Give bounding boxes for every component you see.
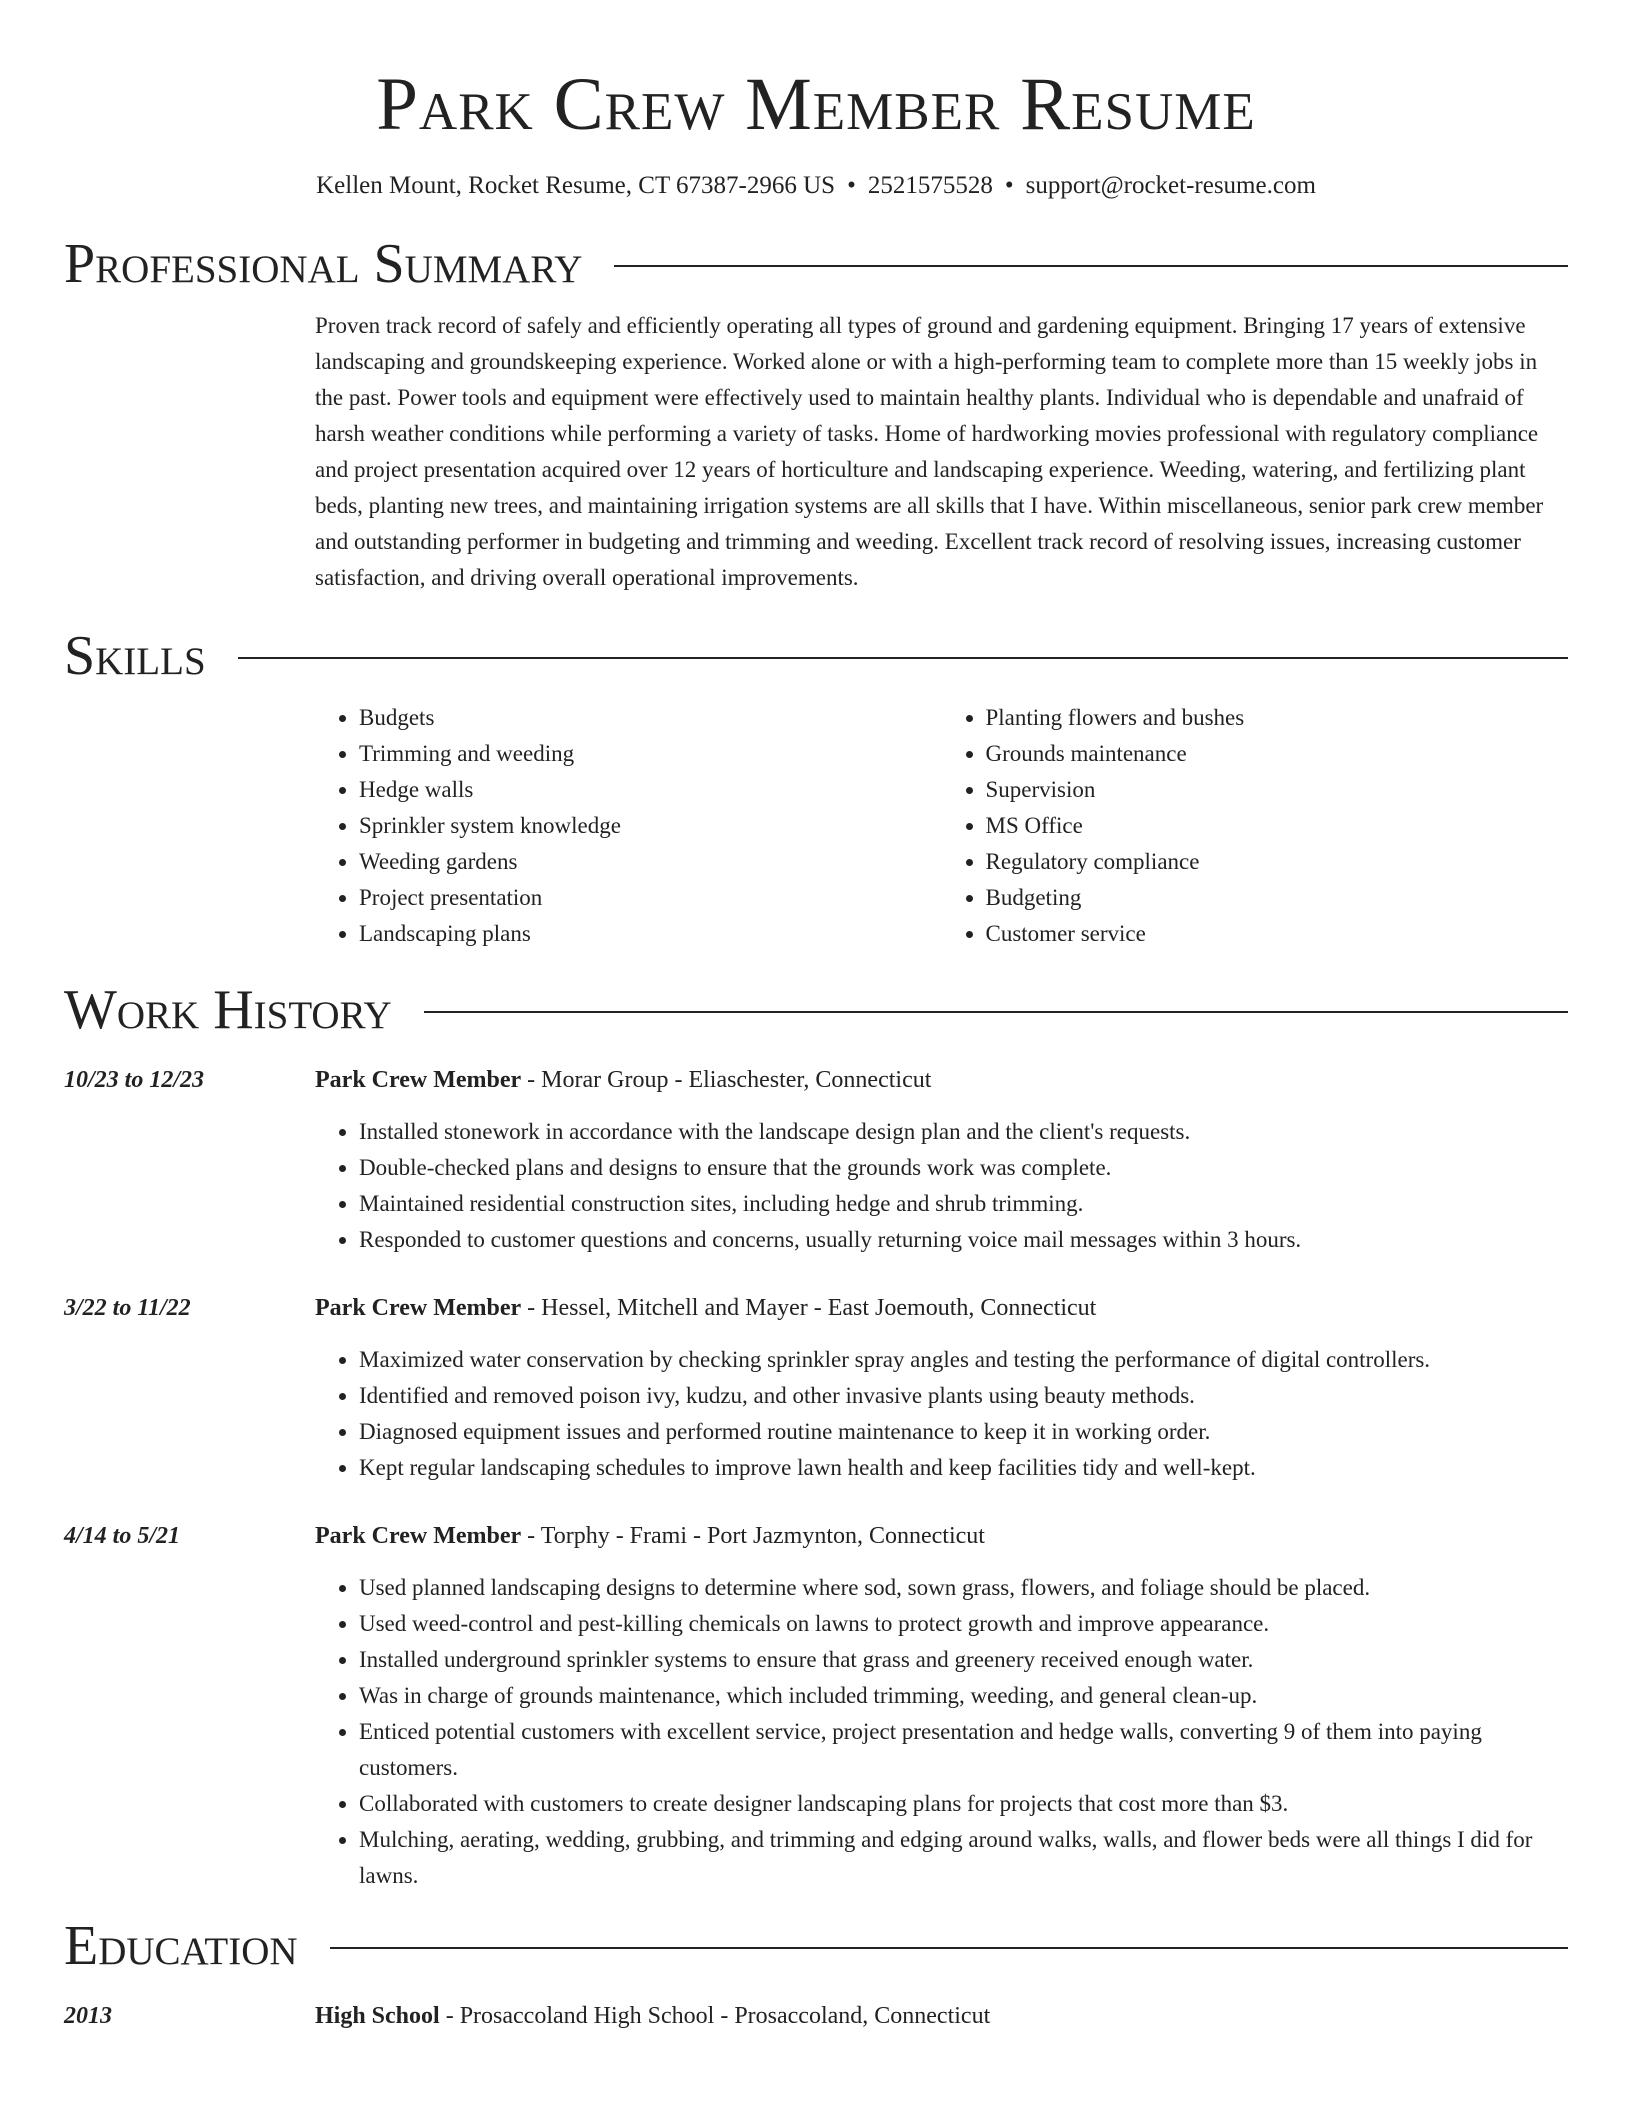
skill-item: • Trimming and weeding <box>359 736 942 772</box>
job-bullet: • Identified and removed poison ivy, kudzu, and other invasive plants using beauty methods. <box>359 1378 1568 1414</box>
job-entry <box>64 1518 1568 1894</box>
skills-column-right <box>942 700 1569 952</box>
job-title: Park Crew Member <box>315 1295 522 1321</box>
section-title: Skills <box>64 625 206 687</box>
job-dates: 3/22 to 11/22 <box>64 1295 191 1321</box>
job-detail <box>315 1518 1568 1894</box>
skills-column-left <box>315 700 942 952</box>
job-employer: - Torphy - Frami - Port Jazmynton, Connecticut <box>521 1523 985 1549</box>
job-bullets <box>315 1114 1568 1258</box>
contact-address: Kellen Mount, Rocket Resume, CT 67387-2966 US <box>316 172 836 199</box>
job-entry <box>64 1290 1568 1486</box>
job-bullet: • Double-checked plans and designs to ensure that the grounds work was complete. <box>359 1150 1568 1186</box>
job-bullet: • Kept regular landscaping schedules to improve lawn health and keep facilities tidy and well-kept. <box>359 1450 1568 1486</box>
job-bullet: • Used weed-control and pest-killing chemicals on lawns to protect growth and improve appearance. <box>359 1606 1568 1642</box>
skill-item: • Sprinkler system knowledge <box>359 808 942 844</box>
skill-item: • Project presentation <box>359 880 942 916</box>
job-bullet: • Was in charge of grounds maintenance, which included trimming, weeding, and general clean-up. <box>359 1678 1568 1714</box>
job-bullet: • Maintained residential construction sites, including hedge and shrub trimming. <box>359 1186 1568 1222</box>
job-bullet: • Used planned landscaping designs to determine where sod, sown grass, flowers, and foliage should be placed. <box>359 1570 1568 1606</box>
section-divider <box>614 265 1568 267</box>
education-degree: High School <box>315 2003 440 2029</box>
job-detail <box>315 1290 1568 1486</box>
skill-item: • Weeding gardens <box>359 844 942 880</box>
job-bullet: • Responded to customer questions and concerns, usually returning voice mail messages within 3 hours. <box>359 1222 1568 1258</box>
skill-item: • Customer service <box>986 916 1569 952</box>
section-skills-heading <box>64 624 1568 688</box>
skill-item: • Budgeting <box>986 880 1569 916</box>
page-title: Park Crew Member Resume <box>376 63 1256 146</box>
education-entry <box>64 1998 1568 2034</box>
section-title: Education <box>64 1915 298 1977</box>
skill-item: • Supervision <box>986 772 1569 808</box>
job-bullet: • Installed stonework in accordance with the landscape design plan and the client's requests. <box>359 1114 1568 1150</box>
contact-separator: • <box>847 172 856 199</box>
job-entry <box>64 1062 1568 1258</box>
section-summary-heading <box>64 232 1568 296</box>
job-bullet: • Mulching, aerating, wedding, grubbing, and trimming and edging around walks, walls, and flower beds were all things I did for lawns. <box>359 1822 1568 1894</box>
skills-list <box>315 700 1568 952</box>
job-bullet: • Installed underground sprinkler systems to ensure that grass and greenery received enough water. <box>359 1642 1568 1678</box>
education-title-line <box>315 1998 1568 2034</box>
section-divider <box>238 657 1568 659</box>
skill-item: • Landscaping plans <box>359 916 942 952</box>
job-title: Park Crew Member <box>315 1523 522 1549</box>
section-work-heading <box>64 978 1568 1042</box>
job-bullets <box>315 1570 1568 1894</box>
job-title-line <box>315 1290 1568 1326</box>
section-divider <box>424 1011 1568 1013</box>
skill-item: • Hedge walls <box>359 772 942 808</box>
job-bullet: • Diagnosed equipment issues and performed routine maintenance to keep it in working order. <box>359 1414 1568 1450</box>
contact-line <box>0 170 1632 202</box>
job-bullet: • Maximized water conservation by checking sprinkler spray angles and testing the performance of digital controllers. <box>359 1342 1568 1378</box>
job-detail <box>315 1062 1568 1258</box>
section-education-heading <box>64 1914 1568 1978</box>
skill-item: • MS Office <box>986 808 1569 844</box>
job-title: Park Crew Member <box>315 1067 522 1093</box>
skill-item: • Regulatory compliance <box>986 844 1569 880</box>
section-title: Professional Summary <box>64 233 583 295</box>
job-bullet: • Collaborated with customers to create designer landscaping plans for projects that cost more than $3. <box>359 1786 1568 1822</box>
education-dates: 2013 <box>64 2003 112 2029</box>
skill-item: • Grounds maintenance <box>986 736 1569 772</box>
skill-item: • Budgets <box>359 700 942 736</box>
job-bullet: • Enticed potential customers with excellent service, project presentation and hedge walls, converting 9 of them into paying customers. <box>359 1714 1568 1786</box>
job-dates: 4/14 to 5/21 <box>64 1523 181 1549</box>
section-title: Work History <box>64 979 392 1041</box>
education-school: - Prosaccoland High School - Prosaccoland, Connecticut <box>439 2003 991 2029</box>
summary-paragraph: Proven track record of safely and efficiently operating all types of ground and gardening equipment. Bringing 17 years of extensive landscaping and groundskeeping experience. Worked alone or with a high-performing team to complete more than 15 weekly jobs in the past. Power tools and equipment were effectively used to maintain healthy plants. Individual who is dependable and unafraid of harsh weather conditions while performing a variety of tasks. Home of hardworking movies professional with regulatory compliance and project presentation acquired over 12 years of horticulture and landscaping experience. Weeding, watering, and fertilizing plant beds, planting new trees, and maintaining irrigation systems are all skills that I have. Within miscellaneous, senior park crew member and outstanding performer in budgeting and trimming and weeding. Excellent track record of resolving issues, increasing customer satisfaction, and driving overall operational improvements. <box>315 313 1544 590</box>
contact-phone: 2521575528 <box>867 172 993 199</box>
job-title-line <box>315 1518 1568 1554</box>
job-employer: - Morar Group - Eliaschester, Connecticut <box>521 1067 932 1093</box>
contact-email: support@rocket-resume.com <box>1025 172 1316 199</box>
education-detail <box>315 1998 1568 2034</box>
skill-item: • Planting flowers and bushes <box>986 700 1569 736</box>
job-title-line <box>315 1062 1568 1098</box>
section-divider <box>330 1947 1568 1949</box>
job-bullets <box>315 1342 1568 1486</box>
job-employer: - Hessel, Mitchell and Mayer - East Joemouth, Connecticut <box>521 1295 1097 1321</box>
contact-separator: • <box>1004 172 1014 199</box>
job-dates: 10/23 to 12/23 <box>64 1067 205 1093</box>
